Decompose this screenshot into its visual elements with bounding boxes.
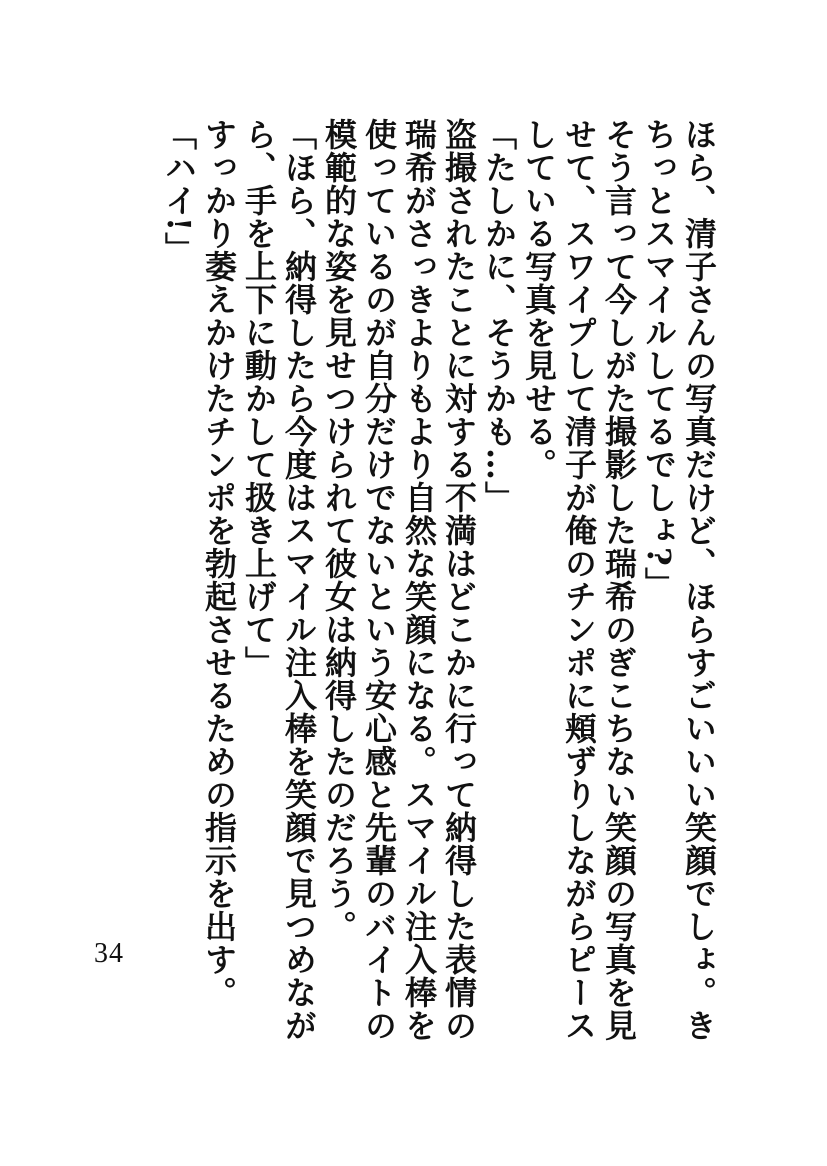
novel-text-body <box>99 118 719 1068</box>
paragraph-5: 「ほら、納得したら今度はスマイル注入棒を笑顔で見つめながら、手を上下に動かして扱き上げて」 <box>240 118 318 1042</box>
page-number: 34 <box>94 938 124 969</box>
paragraph-3: 「たしかに、そうかも…」 <box>480 118 518 514</box>
paragraph-6: すっかり萎えかけたチンポを勃起させるための指示を出す。 <box>200 118 238 1009</box>
paragraph-7: 「ハイ!」 <box>160 118 198 266</box>
paragraph-1: ほら、清子さんの写真だけど、ほらすごいいい笑顔でしょ。きちっとスマイルしてるでしょ?」 <box>640 118 718 1042</box>
paragraph-2: そう言って今しがた撮影した瑞希のぎこちない笑顔の写真を見せて、スワイプして清子が俺のチンポに頬ずりしながらピースしている写真を見せる。 <box>520 118 638 1042</box>
paragraph-4: 盗撮されたことに対する不満はどこかに行って納得した表情の瑞希がさっきよりもより自然な笑顔になる。スマイル注入棒を使っているのが自分だけでないという安心感と先輩のバイトの模範的な姿を見せつけられて彼女は納得したのだろう。 <box>320 118 478 1042</box>
